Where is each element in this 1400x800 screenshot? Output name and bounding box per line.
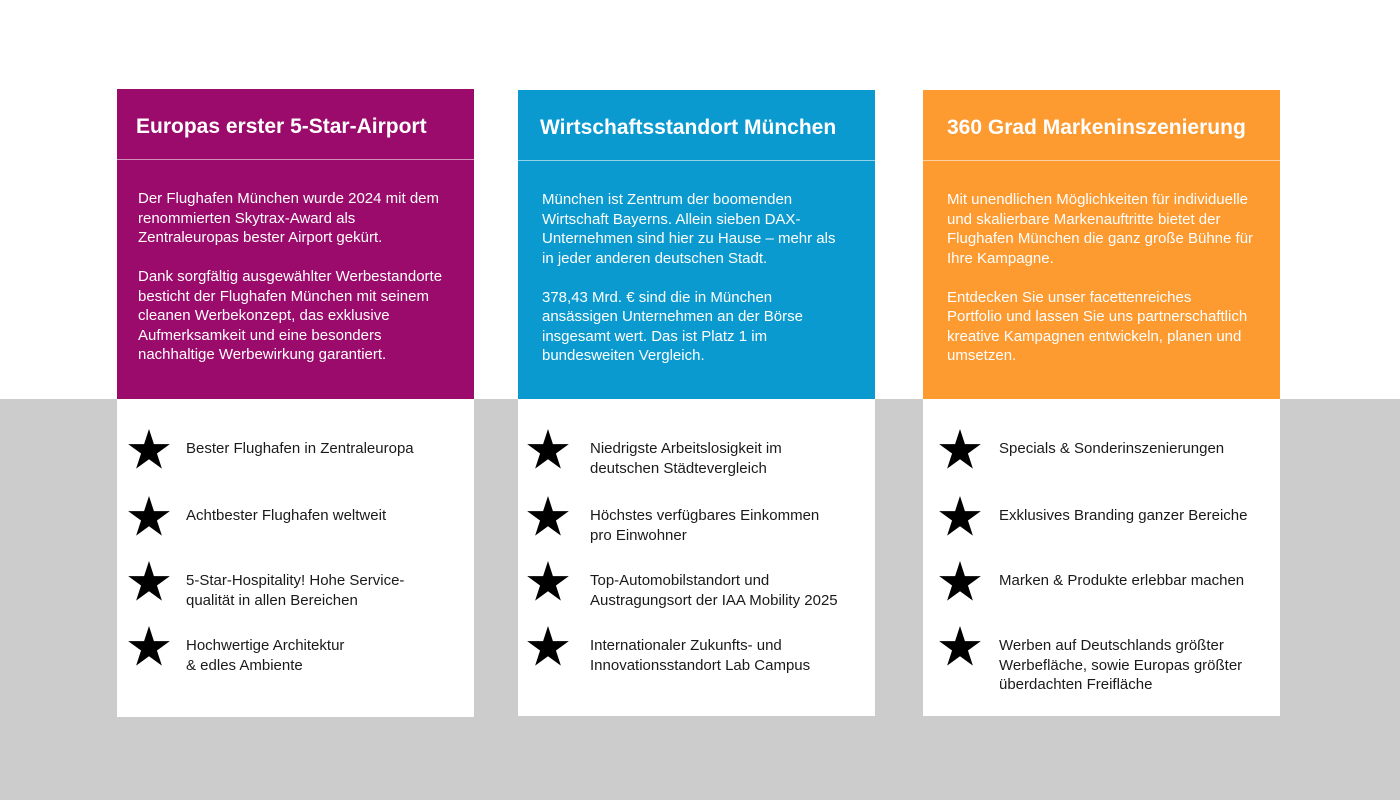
- highlight-text: Höchstes verfügbares Einkommen pro Einwohner: [590, 507, 820, 544]
- highlight-item: [923, 636, 1280, 696]
- highlight-text: Achtbester Flughafen weltweit: [186, 507, 387, 524]
- highlight-item: [518, 439, 875, 499]
- highlight-text: Internationaler Zukunfts- und Innovationsstandort Lab Campus: [590, 637, 811, 674]
- divider: [117, 159, 474, 160]
- star-icon: [527, 429, 569, 469]
- star-icon: [527, 626, 569, 666]
- star-icon: [128, 561, 170, 601]
- highlight-item: [117, 439, 474, 499]
- star-icon: [939, 429, 981, 469]
- star-icon: [128, 496, 170, 536]
- star-icon: [128, 429, 170, 469]
- highlight-text: Top-Automobilstandort und Austragungsort der IAA Mobility 2025: [590, 572, 838, 609]
- description-paragraph: Dank sorgfältig ausgewählter Werbestandorte besticht der Flughafen München mit seinem cleanen Werbekonzept, das exklusive Aufmerksamkeit und eine besonders nachhaltige Werbewirkung garantiert.: [138, 268, 443, 363]
- highlight-text: Specials & Sonderinszenierungen: [999, 440, 1225, 457]
- highlight-text: Bester Flughafen in Zentraleuropa: [186, 440, 414, 457]
- description-paragraph: 378,43 Mrd. € sind die in München ansässigen Unternehmen an der Börse insgesamt wert. Das ist Platz 1 im bundesweiten Vergleich.: [542, 288, 803, 364]
- highlight-item: [923, 506, 1280, 566]
- star-icon: [527, 561, 569, 601]
- description-paragraph: Entdecken Sie unser facettenreiches Portfolio und lassen Sie uns partnerschaftlich kreative Kampagnen entwickeln, planen und umsetzen.: [947, 288, 1248, 364]
- description-paragraph: Der Flughafen München wurde 2024 mit dem renommierten Skytrax-Award als Zentraleuropas bester Airport gekürt.: [138, 190, 439, 246]
- highlight-item: [117, 506, 474, 566]
- highlight-list: [117, 399, 474, 717]
- card-brand-staging: [923, 90, 1280, 716]
- card-title: 360 Grad Markeninszenierung: [947, 116, 1246, 139]
- divider: [923, 160, 1280, 161]
- highlight-text: Niedrigste Arbeitslosigkeit im deutschen Städtevergleich: [590, 440, 782, 477]
- star-icon: [527, 496, 569, 536]
- star-icon: [939, 496, 981, 536]
- highlight-list: [518, 399, 875, 716]
- star-icon: [128, 626, 170, 666]
- card-airport: [117, 89, 474, 717]
- highlight-text: Hochwertige Architektur & edles Ambiente: [186, 637, 345, 674]
- card-description: [542, 190, 835, 385]
- highlight-item: [117, 636, 474, 696]
- highlight-text: Marken & Produkte erlebbar machen: [999, 572, 1245, 589]
- star-icon: [939, 626, 981, 666]
- highlight-text: Werben auf Deutschlands größter Werbefläche, sowie Europas größter überdachten Freifläche: [999, 637, 1243, 693]
- divider: [518, 160, 875, 161]
- star-icon: [939, 561, 981, 601]
- highlight-item: [117, 571, 474, 631]
- highlight-list: [923, 399, 1280, 716]
- highlight-item: [518, 506, 875, 566]
- description-paragraph: München ist Zentrum der boomenden Wirtschaft Bayerns. Allein sieben DAX- Unternehmen sind hier zu Hause – mehr als in jeder anderen deutschen Stadt.: [542, 191, 836, 267]
- card-title: Europas erster 5-Star-Airport: [136, 115, 427, 138]
- card-header-panel: [117, 89, 474, 399]
- card-description: [138, 189, 442, 384]
- description-paragraph: Mit unendlichen Möglichkeiten für individuelle und skalierbare Markenauftritte bietet der Flughafen München die ganz große Bühne für Ihre Kampagne.: [947, 191, 1254, 267]
- card-header-panel: [923, 90, 1280, 399]
- highlight-item: [923, 439, 1280, 499]
- card-description: [947, 190, 1253, 385]
- highlight-text: 5-Star-Hospitality! Hohe Service- qualität in allen Bereichen: [186, 572, 405, 609]
- card-business-location: [518, 90, 875, 716]
- card-header-panel: [518, 90, 875, 399]
- card-title: Wirtschaftsstandort München: [540, 116, 837, 139]
- highlight-text: Exklusives Branding ganzer Bereiche: [999, 507, 1248, 524]
- highlight-item: [518, 636, 875, 696]
- highlight-item: [518, 571, 875, 631]
- highlight-item: [923, 571, 1280, 631]
